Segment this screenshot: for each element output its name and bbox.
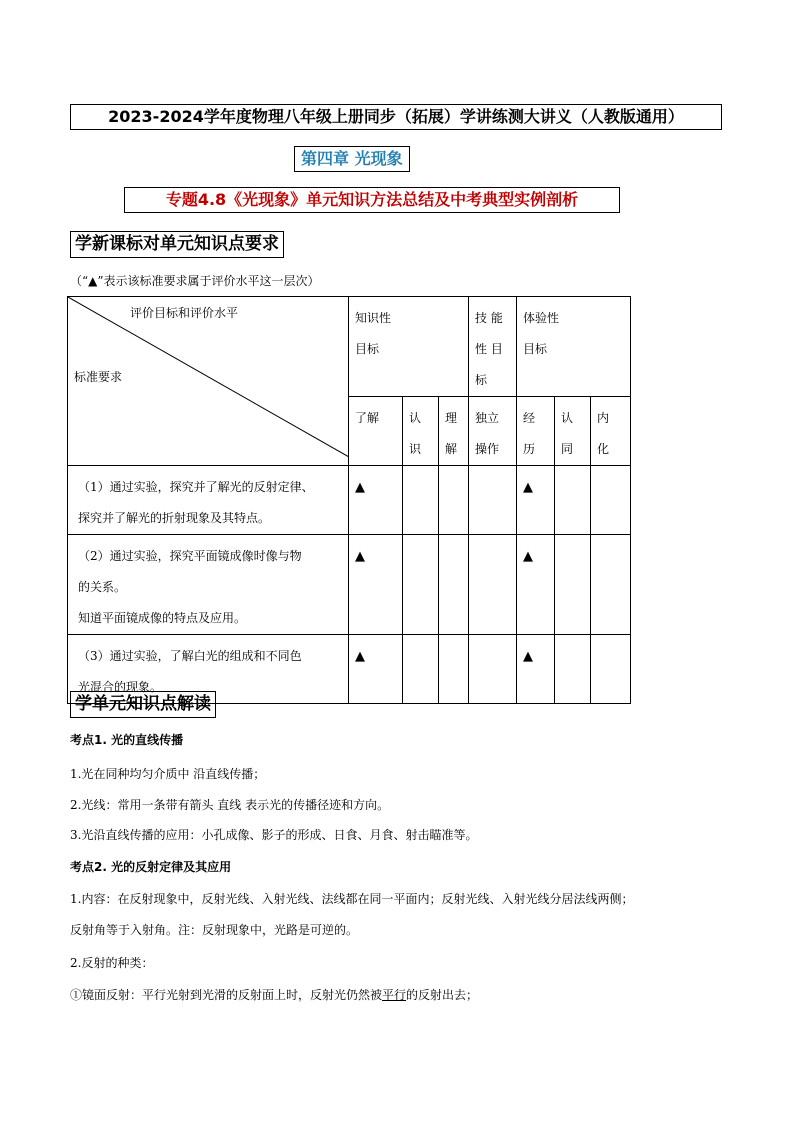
sub-header-recognize (403, 397, 439, 466)
sub-header-internalize (591, 397, 631, 466)
requirement-2-line3: 知道平面镜成像的特点及应用。 (78, 611, 247, 625)
sub-recognize-line1: 认 (409, 411, 422, 425)
requirement-3-line1: （3）通过实验，了解白光的组成和不同色 (78, 649, 302, 663)
mark-experience-3: ▲ (517, 635, 555, 704)
paragraph-6: 2.反射的种类： (70, 956, 154, 970)
sub-internalize-line2: 化 (597, 442, 610, 456)
group-experience-header (517, 297, 631, 397)
requirement-text-1 (68, 466, 349, 535)
knowledge-point-1-title: 考点1. 光的直线传播 (70, 733, 184, 747)
requirement-2-line2: 的关系。 (78, 580, 127, 594)
chapter-title: 第四章 光现象 (294, 146, 410, 172)
paragraph-4: 1.内容：在反射现象中，反射光线、入射光线、法线都在同一平面内；反射光线、入射光线分居法线两侧； (70, 892, 634, 906)
paragraph-1: 1.光在同种均匀介质中 沿直线传播； (70, 767, 266, 781)
requirement-2-line1: （2）通过实验，探究平面镜成像时像与物 (78, 549, 302, 563)
group-skill-line2: 性 目 (475, 342, 503, 356)
group-experience-line2: 目标 (523, 342, 548, 356)
sub-recognize-line2: 识 (409, 442, 422, 456)
section-heading-curriculum-requirements: 学新课标对单元知识点要求 (70, 231, 284, 258)
sub-independent-line2: 操作 (475, 442, 500, 456)
paragraph-7-post: 的反射出去； (406, 988, 479, 1002)
requirement-1-line2: 探究并了解光的折射现象及其特点。 (78, 511, 271, 525)
sub-header-understand (349, 397, 403, 466)
group-knowledge-header (349, 297, 469, 397)
sub-experience-line2: 历 (523, 442, 536, 456)
sub-internalize-line1: 内 (597, 411, 610, 425)
sub-understand-label: 了解 (355, 411, 380, 425)
requirement-1-line1: （1）通过实验，探究并了解光的反射定律、 (78, 480, 314, 494)
diag-label-evaluation: 评价目标和评价水平 (130, 306, 239, 320)
paragraph-2: 2.光线：常用一条带有箭头 直线 表示光的传播径迹和方向。 (70, 798, 390, 812)
group-knowledge-line2: 目标 (355, 342, 380, 356)
sub-accept-line1: 认 (561, 411, 574, 425)
diag-label-standard: 标准要求 (74, 370, 123, 384)
knowledge-point-2-title: 考点2. 光的反射定律及其应用 (70, 860, 232, 874)
group-skill-line3: 标 (475, 373, 488, 387)
group-skill-line1: 技 能 (475, 311, 503, 325)
section-heading-knowledge-points: 学单元知识点解读 (70, 691, 216, 718)
group-skill-header (469, 297, 517, 397)
sub-comprehend-line1: 理 (445, 411, 458, 425)
sub-header-comprehend (439, 397, 469, 466)
paragraph-5: 反射角等于入射角。注：反射现象中，光路是可逆的。 (70, 923, 359, 937)
table-header-diagonal-cell (68, 297, 349, 466)
document-title: 2023-2024学年度物理八年级上册同步（拓展）学讲练测大讲义（人教版通用） (70, 104, 722, 130)
sub-accept-line2: 同 (561, 442, 574, 456)
paragraph-7 (70, 986, 478, 1004)
mark-experience-2: ▲ (517, 535, 555, 635)
sub-header-accept (555, 397, 591, 466)
requirement-text-2 (68, 535, 349, 635)
sub-header-experience (517, 397, 555, 466)
sub-comprehend-line2: 解 (445, 442, 458, 456)
paragraph-7-pre: ①镜面反射：平行光射到光滑的反射面上时，反射光仍然被 (70, 988, 383, 1002)
mark-understand-1: ▲ (349, 466, 403, 535)
sub-experience-line1: 经 (523, 411, 536, 425)
requirements-table (67, 296, 631, 704)
mark-understand-3: ▲ (349, 635, 403, 704)
group-knowledge-line1: 知识性 (355, 311, 392, 325)
sub-independent-line1: 独立 (475, 411, 500, 425)
sub-header-independent (469, 397, 517, 466)
paragraph-7-underlined: 平行 (382, 988, 407, 1002)
topic-title: 专题4.8《光现象》单元知识方法总结及中考典型实例剖析 (124, 187, 620, 213)
paragraph-3: 3.光沿直线传播的应用：小孔成像、影子的形成、日食、月食、射击瞄准等。 (70, 828, 478, 842)
table-row (68, 535, 631, 635)
requirement-3-line2: 光混合的现象。 (78, 680, 163, 694)
mark-experience-1: ▲ (517, 466, 555, 535)
legend-note: （“▲”表示该标准要求属于评价水平这一层次） (70, 274, 320, 288)
group-experience-line1: 体验性 (523, 311, 560, 325)
mark-understand-2: ▲ (349, 535, 403, 635)
table-row (68, 466, 631, 535)
